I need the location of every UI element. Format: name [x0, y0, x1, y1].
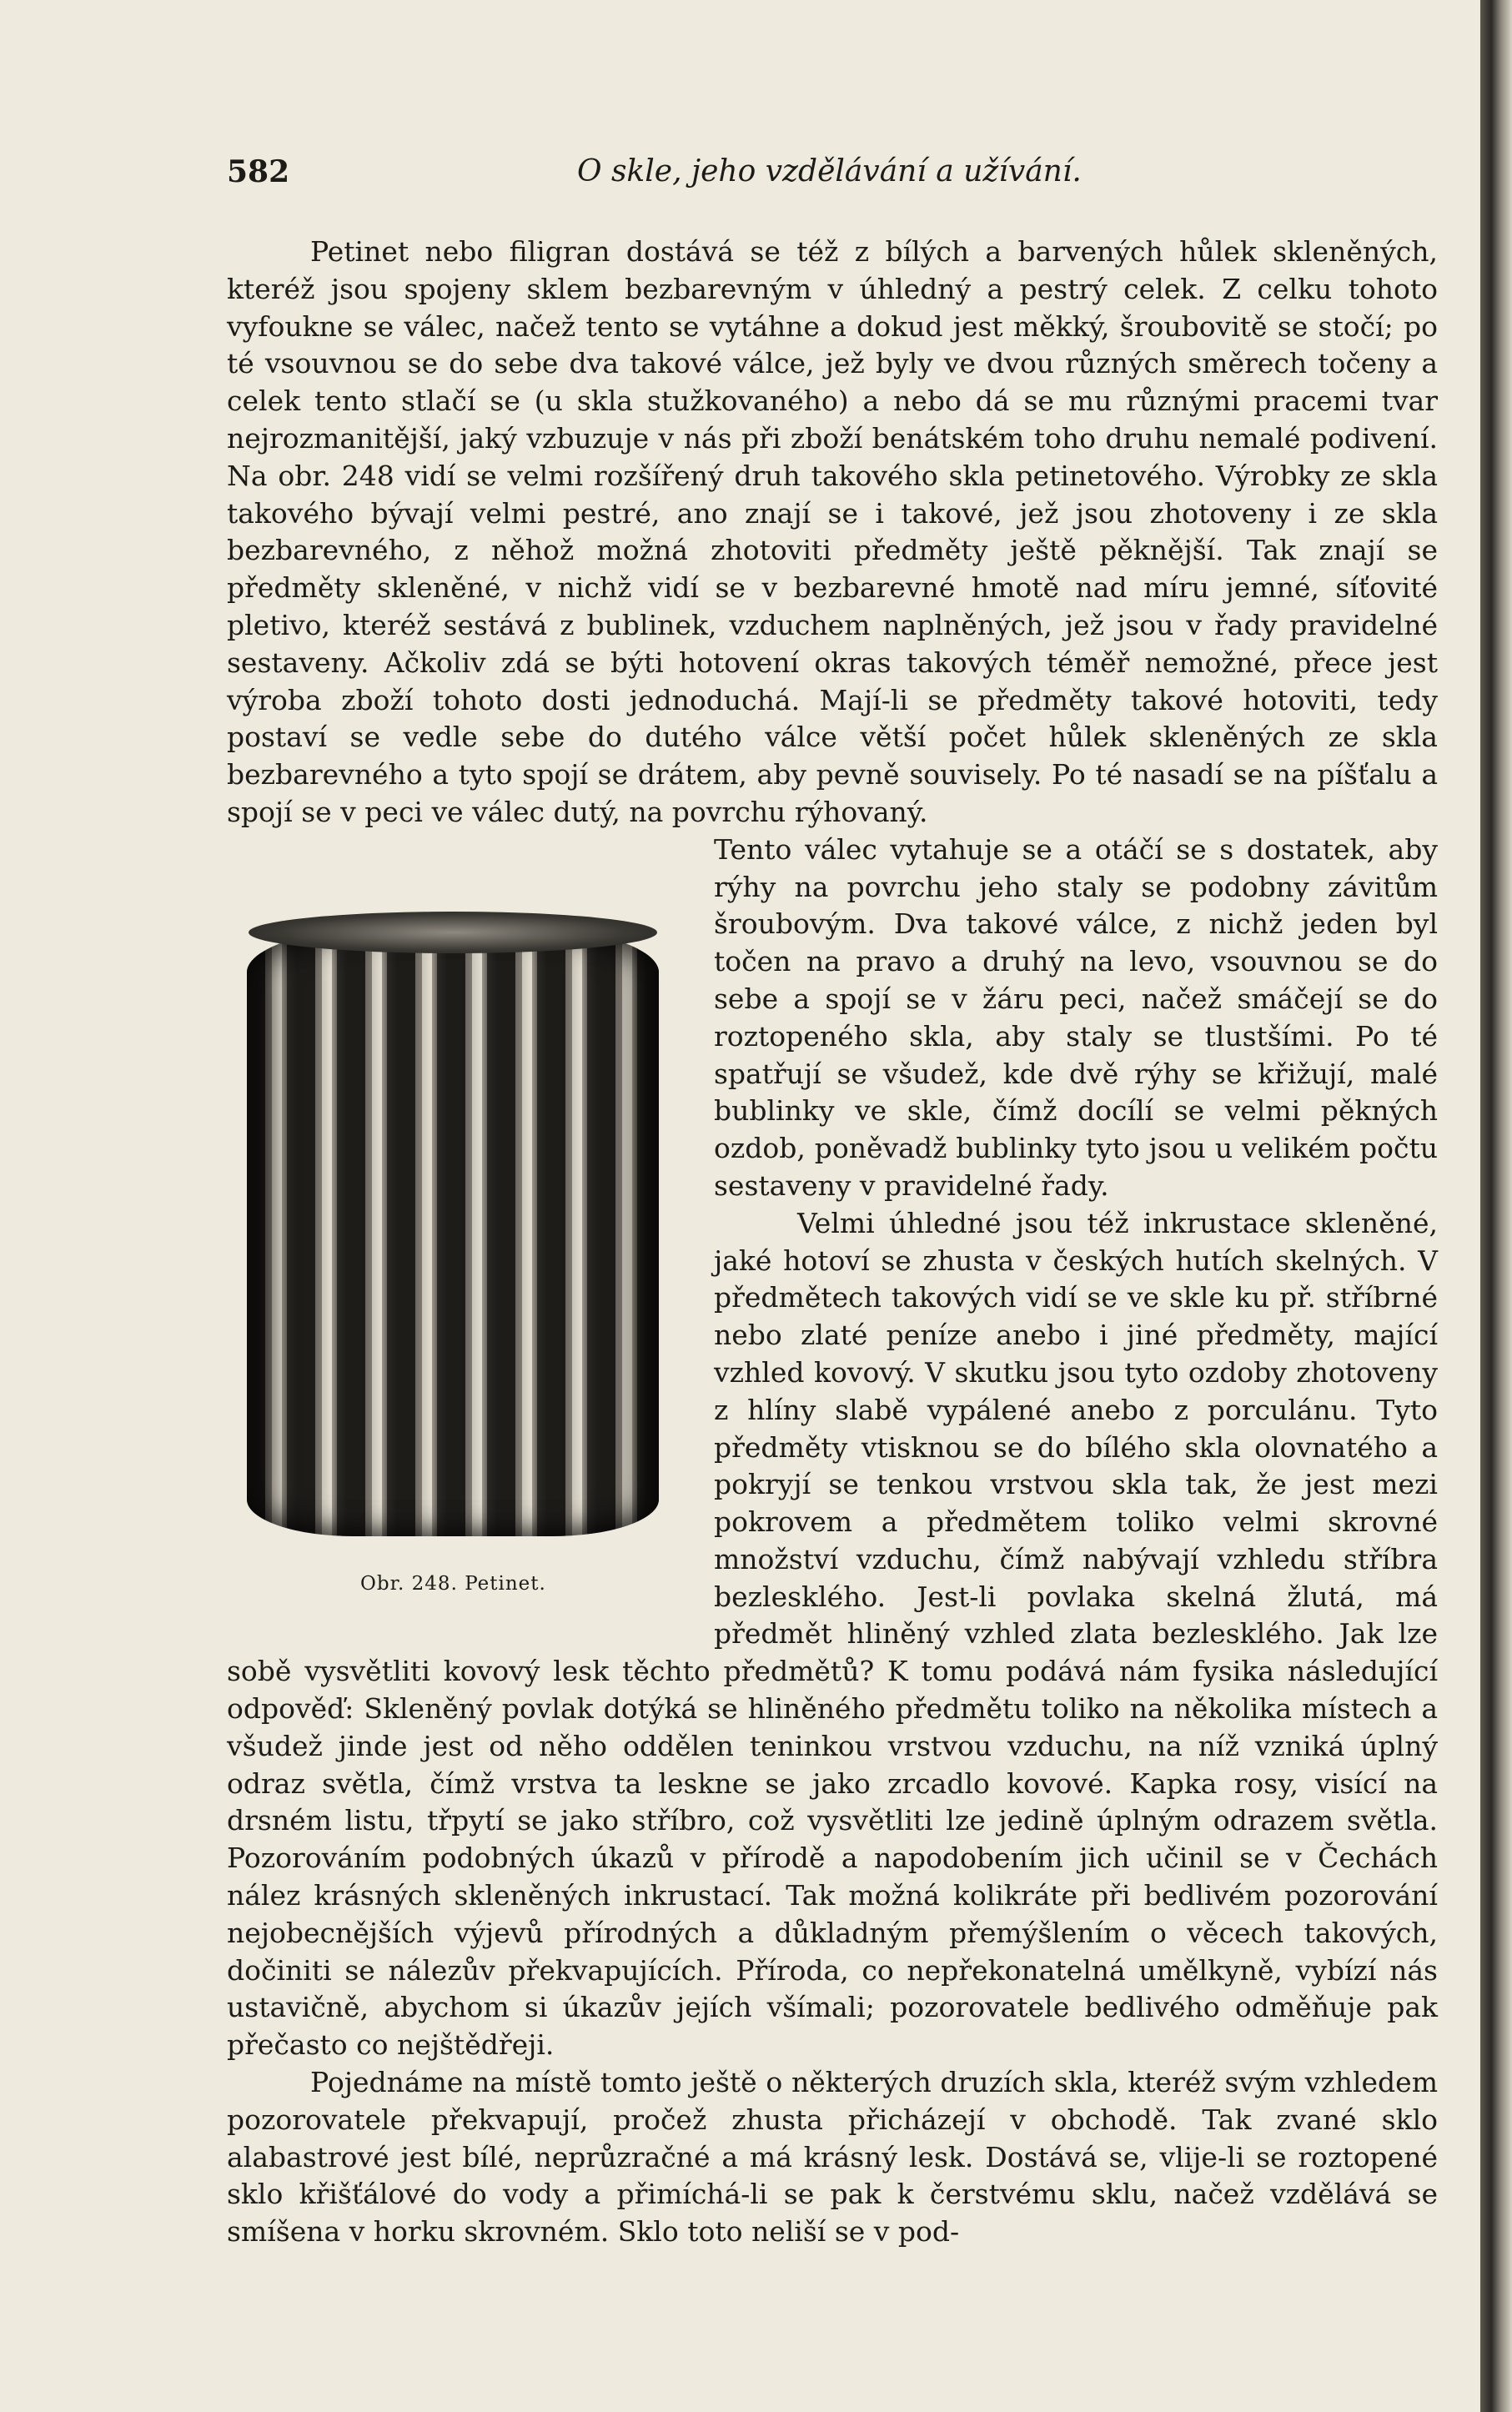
glass-rim: [249, 912, 657, 953]
running-title: O skle, jeho vzdělávání a užívání.: [577, 154, 1082, 188]
running-header: [227, 154, 1428, 196]
figure-248: [227, 840, 694, 1616]
paragraph-inkrustace: Velmi úhledné jsou též inkrustace skleněné, jaké hotoví se zhusta v českých hutích skelných. V předmětech takových vidí se ve skle ku př. stříbrné nebo zlaté peníze anebo i jiné předměty, mající vzhled kovový. V skutku jsou tyto ozdoby zhotoveny z hlíny slabě vypálené anebo z porculánu. Tyto předměty vtisknou se do bílého skla olovnatého a pokryjí se tenkou vrstvou skla tak, že jest mezi pokrovem a předmětem toliko velmi skrovné množství vzduchu, čímž nabývají vzhledu stříbra bezlesklého. Jest-li povlaka skelná žlutá, má předmět hliněný vzhled zlata bezlesklého. Jak lze sobě vysvětliti kovový lesk těchto předmětů? K tomu podává nám fysika následující odpověď: Skleněný povlak dotýká se hliněného předmětu toliko na několika místech a všudež jinde jest od něho oddělen teninkou vrstvou vzduchu, na níž vzniká úplný odraz světla, čímž vrstva ta leskne se jako zrcadlo kovové. Kapka rosy, visící na drsném listu, třpytí se jako stříbro, což vysvětliti lze jedině úplným odrazem světla. Pozorováním podobných úkazů v přírodě a napodobením jich učinil se v Čechách nález krásných skleněných inkrustací. Tak možná kolikráte při bedlivém pozorování nejobecnějších výjevů přírodných a důkladným přemýšlením o věcech takových, dočiniti se nálezův překvapujících. Příroda, co nepřekonatelná umělkyně, vybízí nás ustavičně, abychom si úkazův jejích všímali; pozorovatele bedlivého odměňuje pak přečasto co nejštědřeji.: [227, 1206, 1438, 2062]
paragraph-petinet-intro: Petinet nebo filigran dostává se též z bílých a barvených hůlek skleněných, kteréž jsou spojeny sklem bezbarevným v úhledný a pestrý celek. Z celku tohoto vyfoukne se válec, načež tento se vytáhne a dokud jest měkký, šroubovitě se stočí; po té vsouvnou se do sebe dva takové válce, jež byly ve dvou různých směrech točeny a celek tento stlačí se (u skla stužkovaného) a nebo dá se mu různými pracemi tvar nejrozmanitější, jaký vzbuzuje v nás při zboží benátském toho druhu nemalé podivení. Na obr. 248 vidí se velmi rozšířený druh takového skla petinetového. Výrobky ze skla takového bývají velmi pestré, ano znají se i takové, jež jsou zhotoveny i ze skla bezbarevného, z něhož možná zhotoviti předměty ještě pěknější. Tak znají se předměty skleněné, v nichž vidí se v bezbarevné hmotě nad míru jemné, síťovité pletivo, kteréž sestává z bublinek, vzduchem naplněných, jež jsou v řady pravidelné sestaveny. Ačkoliv zdá se býti hotovení okras takových téměř nemožné, přece jest výroba zboží tohoto dosti jednoduchá. Mají-li se předměty takové hotoviti, tedy postaví se vedle sebe do dutého válce větší počet hůlek skleněných ze skla bezbarevného a tyto spojí se drátem, aby pevně souvisely. Po té nasadí se na píšťalu a spojí se v peci ve válec dutý, na povrchu rýhovaný.: [227, 235, 1438, 828]
figure-caption: Obr. 248. Petinet.: [360, 1572, 546, 1595]
petinet-glass-illustration: [247, 923, 659, 1536]
body-text: [227, 234, 1438, 2251]
paragraph-petinet-continued: Tento válec vytahuje se a otáčí se s dostatek, aby rýhy na povrchu jeho staly se podobny závitům šroubovým. Dva takové válce, z nichž jeden byl točen na pravo a druhý na levo, vsouvnou se do sebe a spojí se v žáru peci, načež smáčejí se do roztopeného skla, aby staly se tlustšími. Po té spatřují se všudež, kde dvě rýhy se křižují, malé bublinky ve skle, čímž docílí se velmi pěkných ozdob, poněvadž bublinky tyto jsou u velikém počtu sestaveny v pravidelné řady.: [714, 832, 1438, 1202]
paragraph-alabastrove-sklo: Pojednáme na místě tomto ještě o některých druzích skla, kteréž svým vzhledem pozorovatele překvapují, pročež zhusta přicházejí v obchodě. Tak zvané sklo alabastrové jest bílé, neprůzračné a má krásný lesk. Dostává se, vlije-li se roztopené sklo křišťálové do vody a přimíchá-li se pak k čerstvému sklu, načež vzdělává se smíšena v horku skrovném. Sklo toto neliší se v pod-: [227, 2066, 1438, 2249]
page-number: 582: [227, 154, 290, 189]
book-spine-edge: [1480, 0, 1512, 2412]
